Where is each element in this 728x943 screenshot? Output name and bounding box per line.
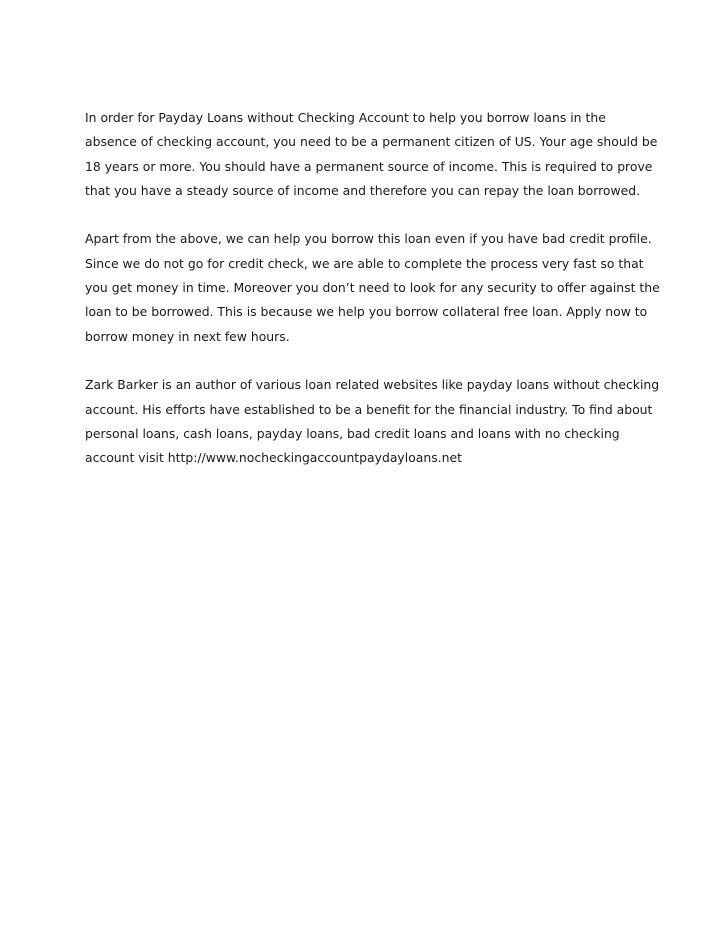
paragraph-spacer: [85, 203, 655, 227]
text-line: 18 years or more. You should have a permanent source of income. This is required to prove: [85, 158, 653, 174]
text-line: loan to be borrowed. This is because we help you borrow collateral free loan. Apply now to: [85, 304, 648, 320]
paragraph-spacer: [85, 349, 655, 373]
paragraph-bad-credit: [85, 227, 660, 348]
text-line: account visit http://www.nocheckingaccountpaydayloans.net: [85, 450, 462, 466]
text-line: borrow money in next few hours.: [85, 328, 290, 344]
text-line: personal loans, cash loans, payday loans, bad credit loans and loans with no checking: [85, 425, 620, 441]
text-line: In order for Payday Loans without Checking Account to help you borrow loans in the: [85, 110, 606, 125]
text-line: you get money in time. Moreover you don’t need to look for any security to offer against the: [85, 280, 660, 296]
paragraph-requirements: [85, 106, 658, 203]
text-line: absence of checking account, you need to be a permanent citizen of US. Your age should be: [85, 134, 658, 150]
text-line: Apart from the above, we can help you borrow this loan even if you have bad credit profile.: [85, 231, 652, 247]
text-line: account. His efforts have established to be a benefit for the financial industry. To find about: [85, 401, 653, 417]
document-body: [85, 106, 660, 470]
paragraph-author: [85, 373, 660, 470]
text-line: Since we do not go for credit check, we are able to complete the process very fast so that: [85, 255, 644, 271]
text-line: that you have a steady source of income and therefore you can repay the loan borrowed.: [85, 182, 641, 198]
text-line: Zark Barker is an author of various loan related websites like payday loans without checking: [85, 377, 660, 393]
